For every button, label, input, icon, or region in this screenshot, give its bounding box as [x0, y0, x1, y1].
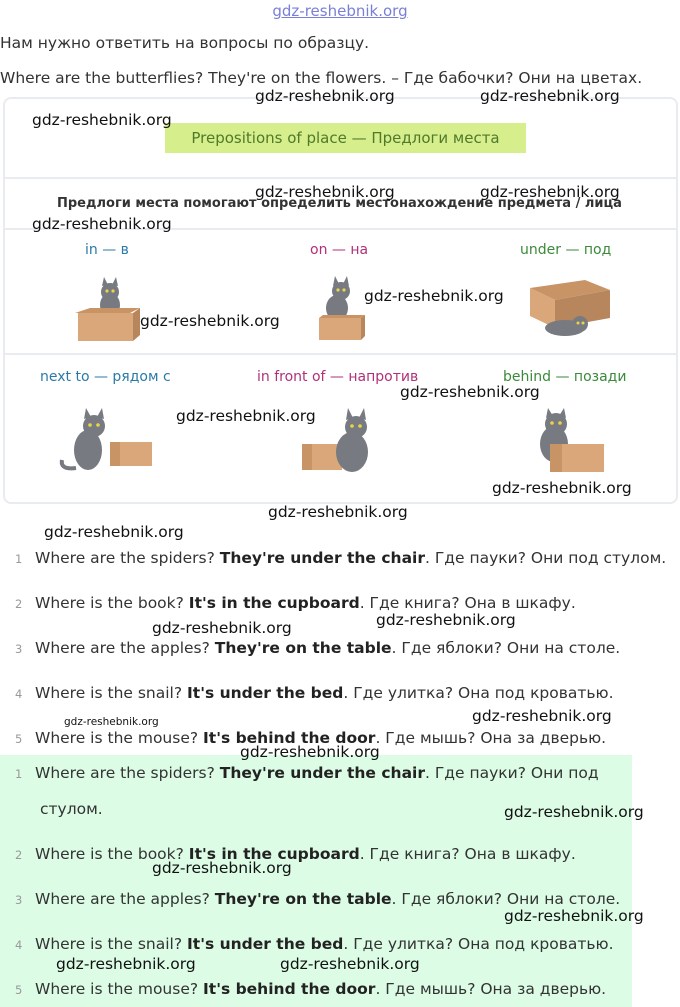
watermark: gdz-reshebnik.org [44, 523, 184, 541]
watermark: gdz-reshebnik.org [64, 716, 159, 728]
cat-in-box-illustration [70, 280, 145, 345]
watermark: gdz-reshebnik.org [152, 859, 292, 877]
watermark: gdz-reshebnik.org [255, 87, 395, 105]
watermark: gdz-reshebnik.org [32, 111, 172, 129]
answer-1: 1 Where are the spiders? They're under the chair. Где пауки? Они под [15, 764, 599, 782]
cat-icon [336, 408, 368, 472]
cat-icon [326, 276, 350, 321]
watermark: gdz-reshebnik.org [480, 87, 620, 105]
answer-2: 2 Where is the book? It's in the cupboard. Где книга? Она в шкафу. [15, 845, 576, 863]
card-title: Prepositions of place — Предлоги места [165, 123, 526, 153]
watermark: gdz-reshebnik.org [364, 287, 504, 305]
watermark: gdz-reshebnik.org [140, 312, 280, 330]
watermark: gdz-reshebnik.org [400, 383, 540, 401]
answer-4: 4 Where is the snail? It's under the bed. Где улитка? Она под кроватью. [15, 935, 614, 953]
watermark: gdz-reshebnik.org [480, 183, 620, 201]
cat-under-box-illustration [525, 280, 615, 342]
box-icon [319, 315, 365, 340]
watermark: gdz-reshebnik.org [472, 707, 612, 725]
answer-5: 5 Where is the mouse? It's behind the door. Где мышь? Она за дверью. [15, 980, 607, 998]
cat-icon [62, 408, 105, 470]
watermark: gdz-reshebnik.org [240, 743, 380, 761]
intro-instruction: Нам нужно ответить на вопросы по образцу. [0, 34, 370, 52]
preposition-on: on — на [310, 242, 369, 258]
answer-3: 3 Where are the apples? They're on the table. Где яблоки? Они на столе. [15, 890, 621, 908]
question-5: 5 Where is the mouse? It's behind the door. Где мышь? Она за дверью. [15, 729, 607, 747]
question-2: 2 Where is the book? It's in the cupboard. Где книга? Она в шкафу. [15, 594, 576, 612]
watermark: gdz-reshebnik.org [280, 955, 420, 973]
preposition-under: under — под [520, 242, 612, 258]
preposition-next-to: next to — рядом с [40, 369, 171, 385]
divider [5, 177, 676, 179]
intro-example: Where are the butterflies? They're on the flowers. – Где бабочки? Они на цветах. [0, 69, 643, 87]
box-icon [110, 442, 152, 466]
box-icon [550, 444, 604, 472]
cat-on-box-illustration [315, 278, 370, 343]
watermark: gdz-reshebnik.org [176, 407, 316, 425]
divider [5, 353, 676, 355]
site-link[interactable]: gdz-reshebnik.org [272, 2, 408, 20]
watermark: gdz-reshebnik.org [268, 503, 408, 521]
watermark: gdz-reshebnik.org [376, 611, 516, 629]
watermark: gdz-reshebnik.org [255, 183, 395, 201]
watermark: gdz-reshebnik.org [504, 803, 644, 821]
card-subtitle: Предлоги места помогают определить местонахождение предмета / лица [57, 196, 622, 211]
cat-next-to-box-illustration [60, 410, 155, 475]
preposition-in: in — в [85, 242, 129, 258]
watermark: gdz-reshebnik.org [504, 907, 644, 925]
cat-behind-box-illustration [528, 410, 608, 475]
watermark: gdz-reshebnik.org [32, 215, 172, 233]
question-4: 4 Where is the snail? It's under the bed. Где улитка? Она под кроватью. [15, 684, 614, 702]
watermark: gdz-reshebnik.org [152, 619, 292, 637]
preposition-in-front-of: in front of — напротив [257, 369, 419, 385]
box-icon [302, 444, 342, 470]
question-3: 3 Where are the apples? They're on the table. Где яблоки? Они на столе. [15, 639, 621, 657]
watermark: gdz-reshebnik.org [492, 479, 632, 497]
box-icon [75, 308, 140, 341]
watermark: gdz-reshebnik.org [56, 955, 196, 973]
question-1: 1 Where are the spiders? They're under the chair. Где пауки? Они под стулом. [15, 549, 667, 567]
preposition-behind: behind — позади [503, 369, 627, 385]
answer-1-continuation: стулом. [40, 800, 103, 818]
